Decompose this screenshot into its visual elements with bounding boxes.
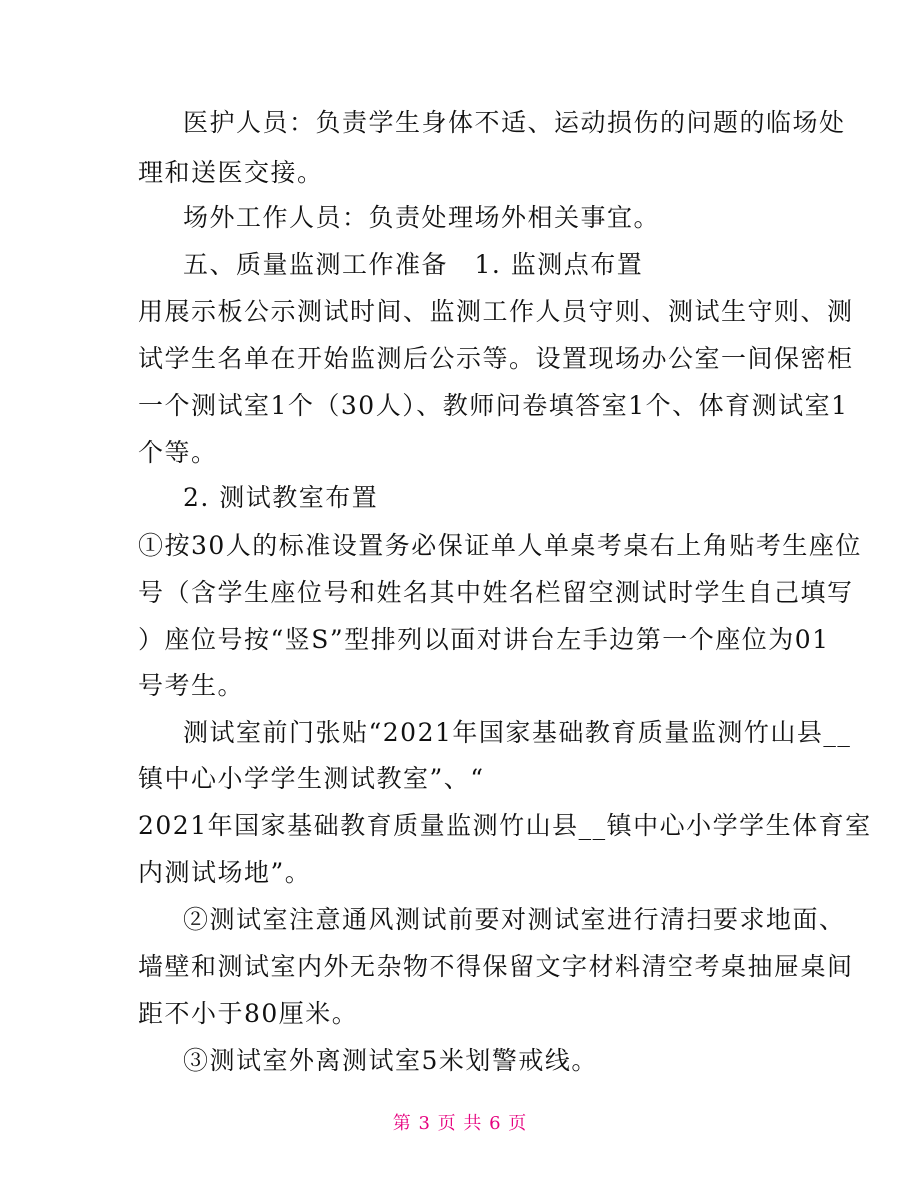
paragraph-site-layout-line-2: 试学生名单在开始监测后公示等。设置现场办公室一间保密柜 — [138, 344, 854, 373]
paragraph-door-sign-line-2: 镇中心小学学生测试教室”、“ — [138, 764, 485, 793]
paragraph-door-sign-line-3: 2021年国家基础教育质量监测竹山县__镇中心小学学生体育室 — [138, 811, 872, 840]
paragraph-site-layout-line-3: 一个测试室1个（30人）、教师问卷填答室1个、体育测试室1 — [138, 391, 849, 420]
paragraph-medical-staff-line-2: 理和送医交接。 — [138, 158, 324, 187]
paragraph-door-sign-line-4: 内测试场地”。 — [138, 858, 312, 887]
paragraph-site-layout-line-4: 个等。 — [138, 438, 218, 467]
paragraph-item-2-line-3: 距不小于80厘米。 — [138, 999, 359, 1028]
paragraph-item-1-line-2: 号（含学生座位号和姓名其中姓名栏留空测试时学生自己填写 — [138, 578, 854, 607]
page-number-footer: 第 3 页 共 6 页 — [392, 1113, 528, 1134]
paragraph-item-1-line-1: ①按30人的标准设置务必保证单人单桌考桌右上角贴考生座位 — [138, 531, 862, 560]
paragraph-site-layout-line-1: 用展示板公示测试时间、监测工作人员守则、测试生守则、测 — [138, 297, 854, 326]
paragraph-door-sign-line-1: 测试室前门张贴“2021年国家基础教育质量监测竹山县__ — [183, 718, 852, 747]
paragraph-offsite-staff: 场外工作人员：负责处理场外相关事宜。 — [183, 203, 661, 232]
paragraph-item-2-line-1: ②测试室注意通风测试前要对测试室进行清扫要求地面、 — [183, 905, 846, 934]
section-heading-preparation: 五、质量监测工作准备 1. 监测点布置 — [183, 250, 644, 279]
paragraph-item-2-line-2: 墙壁和测试室内外无杂物不得保留文字材料清空考桌抽屉桌间 — [138, 952, 854, 981]
paragraph-item-1-line-3: ）座位号按“竖S”型排列以面对讲台左手边第一个座位为01 — [138, 625, 830, 654]
subheading-classroom-layout: 2. 测试教室布置 — [183, 483, 379, 512]
paragraph-item-1-line-4: 号考生。 — [138, 671, 245, 700]
paragraph-item-3: ③测试室外离测试室5米划警戒线。 — [183, 1046, 598, 1075]
paragraph-medical-staff-line-1: 医护人员：负责学生身体不适、运动损伤的问题的临场处 — [183, 108, 846, 137]
